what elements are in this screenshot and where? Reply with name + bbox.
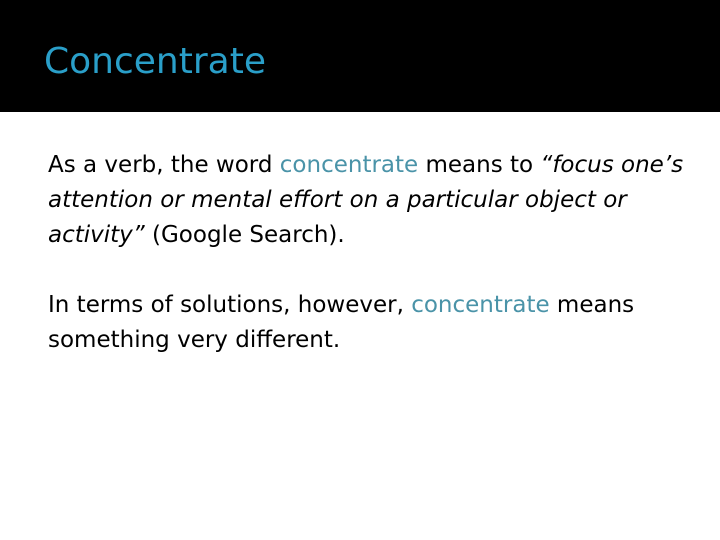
highlighted-term: concentrate (411, 292, 550, 318)
title-bar (0, 0, 720, 112)
solutions-paragraph (48, 288, 688, 358)
definition-connector-text: means to (418, 152, 541, 178)
definition-quote: “focus one’s attention or mental effort on a particular object or activity” (48, 152, 684, 248)
highlighted-term: concentrate (279, 152, 419, 178)
definition-source: (Google Search). (144, 222, 345, 248)
definition-intro-text: As a verb, the word (48, 152, 280, 178)
solutions-closing-text: means something very different. (48, 292, 635, 353)
definition-paragraph (48, 148, 688, 253)
solutions-intro-text: In terms of solutions, however, (48, 292, 412, 318)
slide-body (48, 148, 688, 358)
slide-title: Concentrate (44, 41, 266, 82)
